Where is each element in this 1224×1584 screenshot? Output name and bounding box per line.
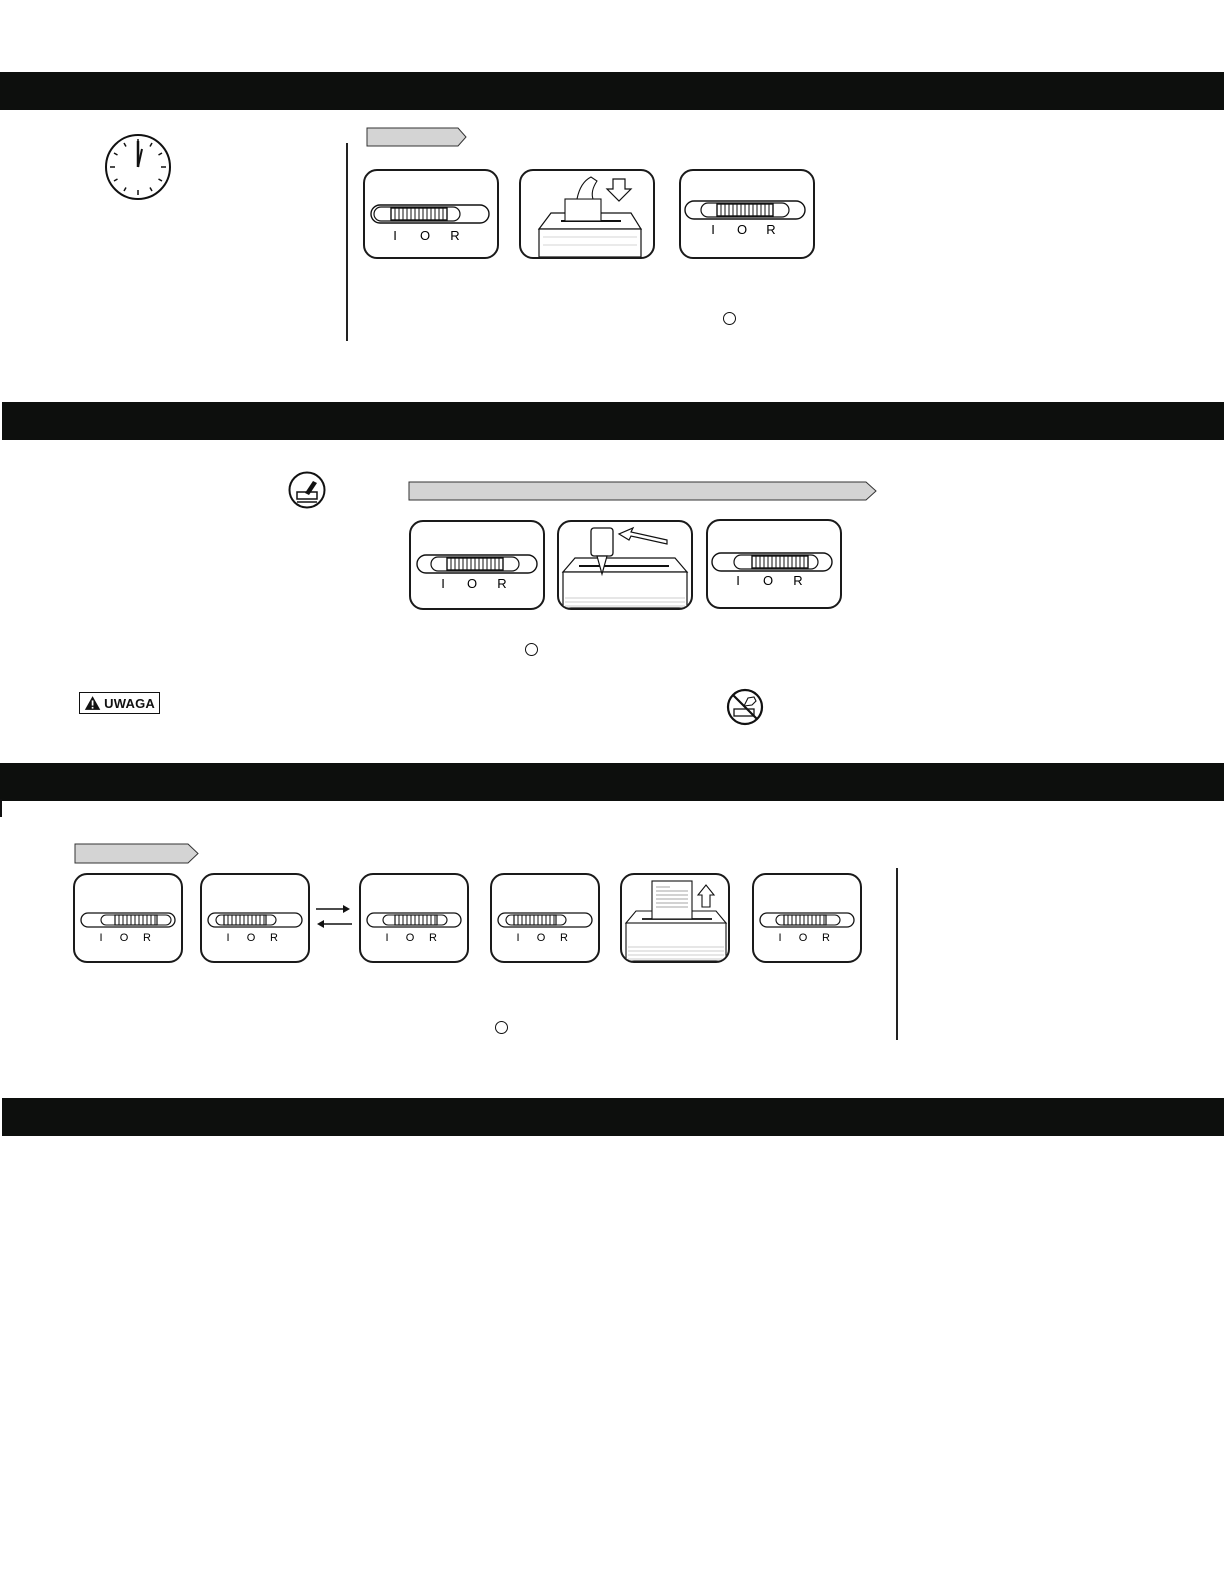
switch-label-o: O <box>466 576 478 591</box>
switch-label-r: R <box>143 932 151 944</box>
paper-removal-panel <box>620 873 730 963</box>
switch-panel <box>679 169 815 259</box>
switch-label-r: R <box>497 576 507 591</box>
warning-badge <box>79 692 160 714</box>
bar-tick <box>0 799 2 817</box>
switch-panel <box>409 520 545 610</box>
no-hand-in-slot-icon <box>726 688 764 726</box>
switch-label-i: I <box>99 932 103 944</box>
switch-label-r: R <box>793 573 803 588</box>
switch-label-o: O <box>119 932 129 944</box>
section-header-bar-1 <box>0 72 1224 110</box>
switch-label-o: O <box>419 228 431 243</box>
step-arrow-tag <box>366 127 468 147</box>
switch-panel <box>200 873 310 963</box>
step-arrow-tag <box>408 481 878 501</box>
switch-label-o: O <box>405 932 415 944</box>
clock-icon <box>104 133 172 201</box>
switch-panel <box>752 873 862 963</box>
oil-maintenance-icon <box>288 471 326 509</box>
switch-label-i: I <box>441 576 445 591</box>
switch-label-r: R <box>429 932 437 944</box>
switch-panel <box>359 873 469 963</box>
oil-application-panel <box>557 520 693 610</box>
circle-o-marker-icon <box>495 1021 508 1034</box>
step-arrow-tag <box>74 843 200 864</box>
switch-label-o: O <box>736 222 748 237</box>
section-header-bar-3 <box>0 763 1224 801</box>
back-and-forth-arrows-icon <box>314 900 354 932</box>
switch-label-i: I <box>226 932 230 944</box>
circle-o-marker-icon <box>525 643 538 656</box>
circle-o-marker-icon <box>723 312 736 325</box>
switch-label-i: I <box>516 932 520 944</box>
warning-label: UWAGA <box>104 695 155 711</box>
switch-label-r: R <box>450 228 460 243</box>
switch-label-i: I <box>778 932 782 944</box>
switch-label-o: O <box>762 573 774 588</box>
warning-triangle-icon <box>84 694 101 712</box>
switch-label-o: O <box>798 932 808 944</box>
divider-line <box>346 143 348 341</box>
shredder-feed-panel <box>519 169 655 259</box>
switch-panel <box>490 873 600 963</box>
switch-panel <box>73 873 183 963</box>
divider-line <box>896 868 898 1040</box>
switch-label-i: I <box>736 573 740 588</box>
switch-label-o: O <box>246 932 256 944</box>
switch-label-i: I <box>711 222 715 237</box>
switch-label-i: I <box>385 932 389 944</box>
section-header-bar-4 <box>2 1098 1224 1136</box>
switch-label-o: O <box>536 932 546 944</box>
switch-label-r: R <box>766 222 776 237</box>
switch-label-r: R <box>822 932 830 944</box>
switch-panel <box>363 169 499 259</box>
switch-label-r: R <box>560 932 568 944</box>
switch-label-r: R <box>270 932 278 944</box>
switch-panel <box>706 519 842 609</box>
section-header-bar-2 <box>2 402 1224 440</box>
switch-label-i: I <box>393 228 397 243</box>
